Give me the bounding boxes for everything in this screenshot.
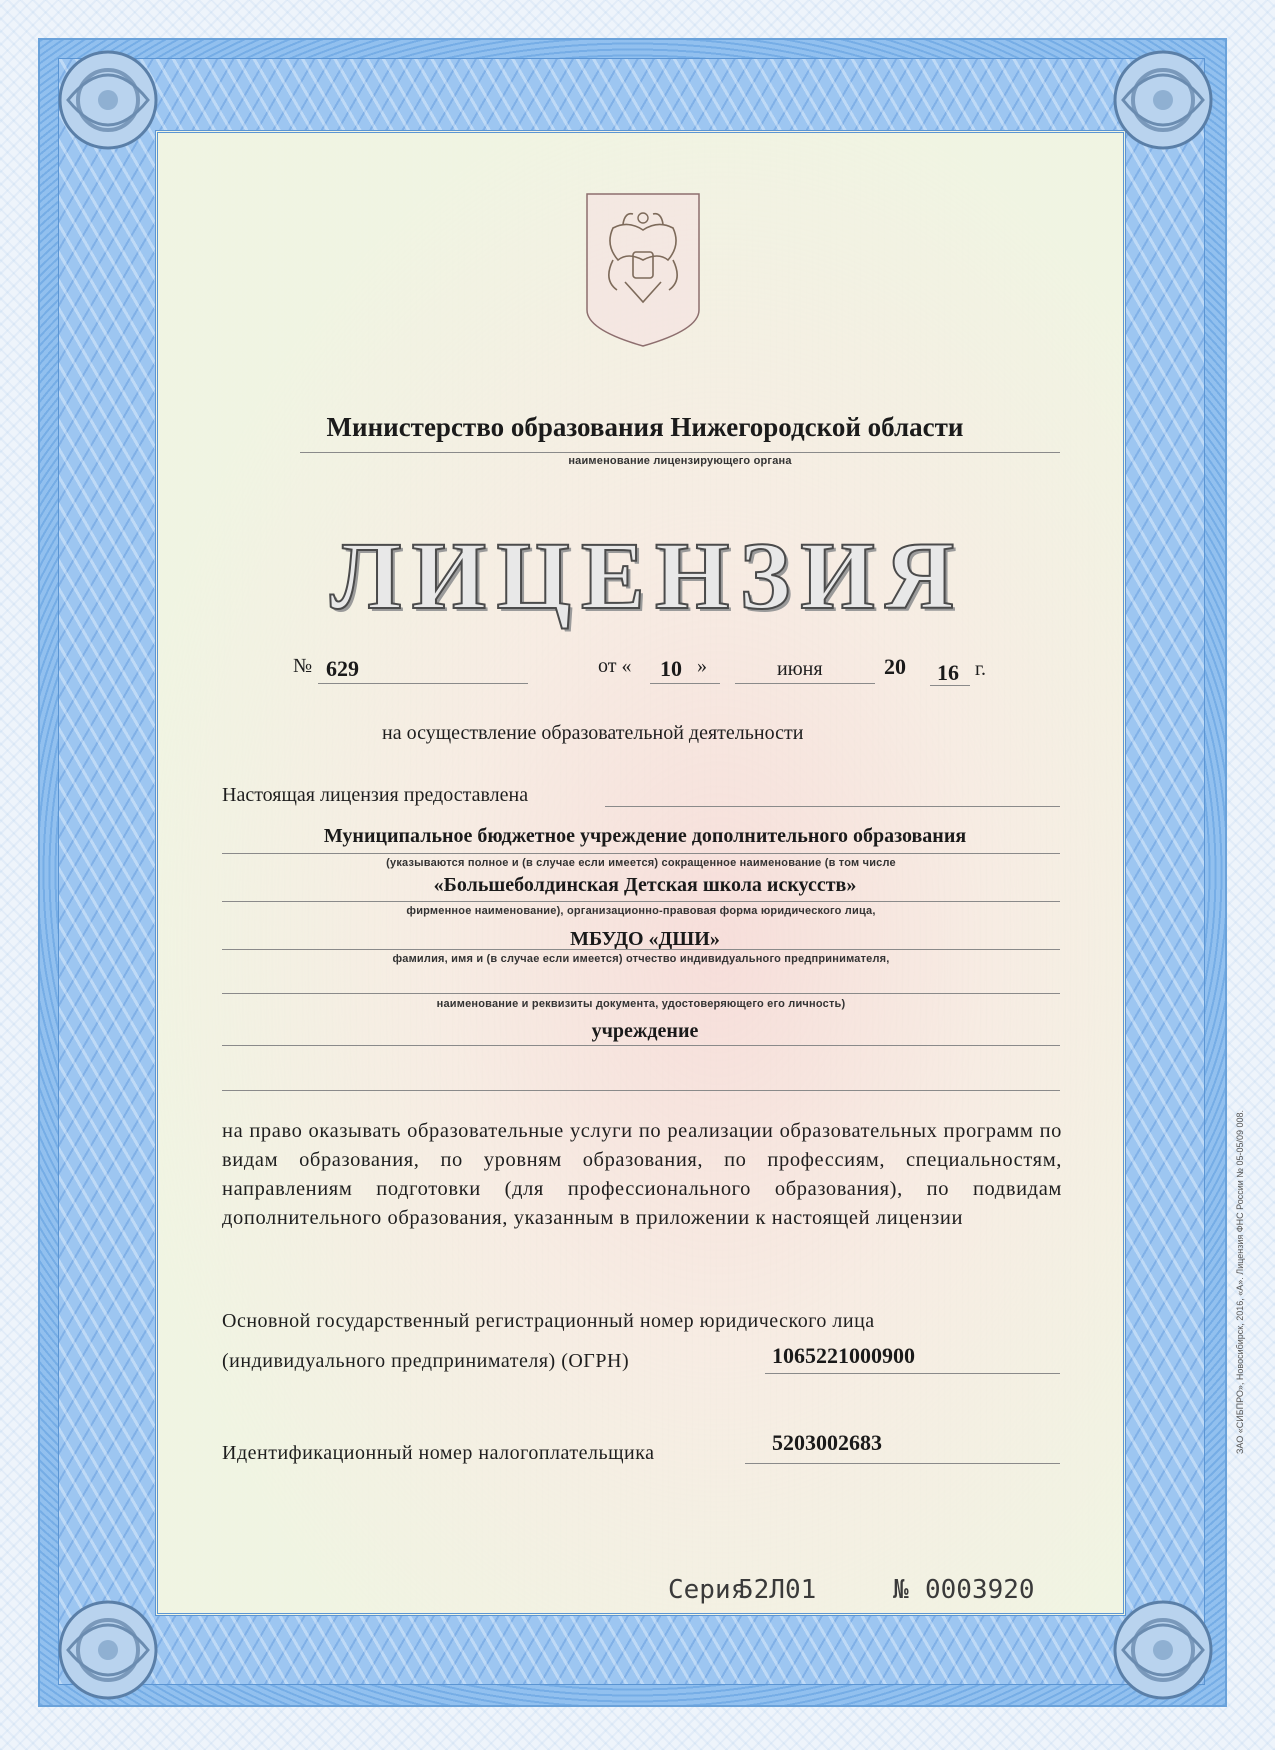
holder-full-name-line2: «Большеболдинская Детская школа искусств» (433, 874, 857, 896)
form-series-label: Серия (668, 1575, 747, 1605)
inn-value: 5203002683 (772, 1430, 882, 1455)
form-number-label: № (893, 1575, 909, 1605)
underline (222, 1090, 1060, 1091)
coat-of-arms-icon (583, 190, 703, 350)
holder-caption-2: фирменное наименование), организационно-правовая форма юридического лица, (406, 905, 876, 917)
licensing-authority: Министерство образования Нижегородской области (326, 412, 964, 442)
underline (930, 685, 970, 686)
holder-caption-4: наименование и реквизиты документа, удостоверяющего его личность) (436, 998, 846, 1010)
underline (222, 1045, 1060, 1046)
underline (222, 901, 1060, 902)
license-number: 629 (326, 656, 359, 681)
underline (735, 683, 875, 684)
holder-full-name-line1: Муниципальное бюджетное учреждение дополнительного образования (323, 825, 967, 847)
date-from-label: от « (598, 655, 632, 677)
number-label: № (293, 655, 313, 677)
underline (222, 949, 1060, 950)
document-title: ЛИЦЕНЗИЯ (330, 522, 965, 629)
underline (318, 683, 528, 684)
rights-paragraph: на право оказывать образовательные услуги по реализации образовательных программ по видам образования, по уровням образования, по профессиям, специальностям, направлениям подготовки (для профессионального образования), по подвидам дополнительного образования, указанным в приложении к настоящей лицензии (222, 1120, 1062, 1229)
underline (765, 1373, 1060, 1374)
inn-label: Идентификационный номер налогоплательщика (222, 1442, 655, 1464)
underline (650, 683, 720, 684)
ogrn-label-line1: Основной государственный регистрационный номер юридического лица (222, 1310, 875, 1332)
underline (222, 853, 1060, 854)
holder-org-form: учреждение (591, 1020, 699, 1042)
year-prefix: 20 (884, 654, 906, 679)
ogrn-label-line2: (индивидуального предпринимателя) (ОГРН) (222, 1350, 630, 1372)
year-label: г. (975, 658, 986, 680)
underline (300, 452, 1060, 453)
underline (222, 993, 1060, 994)
license-day: 10 (660, 656, 682, 681)
granted-label: Настоящая лицензия предоставлена (222, 784, 529, 806)
authority-caption: наименование лицензирующего органа (568, 455, 792, 467)
license-month: июня (777, 658, 823, 680)
holder-short-name: МБУДО «ДШИ» (570, 928, 720, 950)
ogrn-value: 1065221000900 (772, 1343, 915, 1368)
underline (605, 806, 1060, 807)
form-number: 0003920 (925, 1575, 1035, 1605)
year-suffix: 16 (937, 660, 959, 685)
form-series: 52Л01 (738, 1575, 817, 1605)
day-close-quote: » (697, 655, 707, 677)
holder-caption-3: фамилия, имя и (в случае если имеется) отчество индивидуального предпринимателя, (392, 953, 890, 965)
activity-statement: на осуществление образовательной деятельности (382, 722, 804, 744)
holder-caption-1: (указываются полное и (в случае если имеется) сокращенное наименование (в том числе (386, 857, 896, 869)
underline (745, 1463, 1060, 1464)
printer-imprint: ЗАО «СИБПРО», Новосибирск, 2016, «А». Лицензия ФНС России № 05-05/09 008. (1235, 1110, 1245, 1454)
